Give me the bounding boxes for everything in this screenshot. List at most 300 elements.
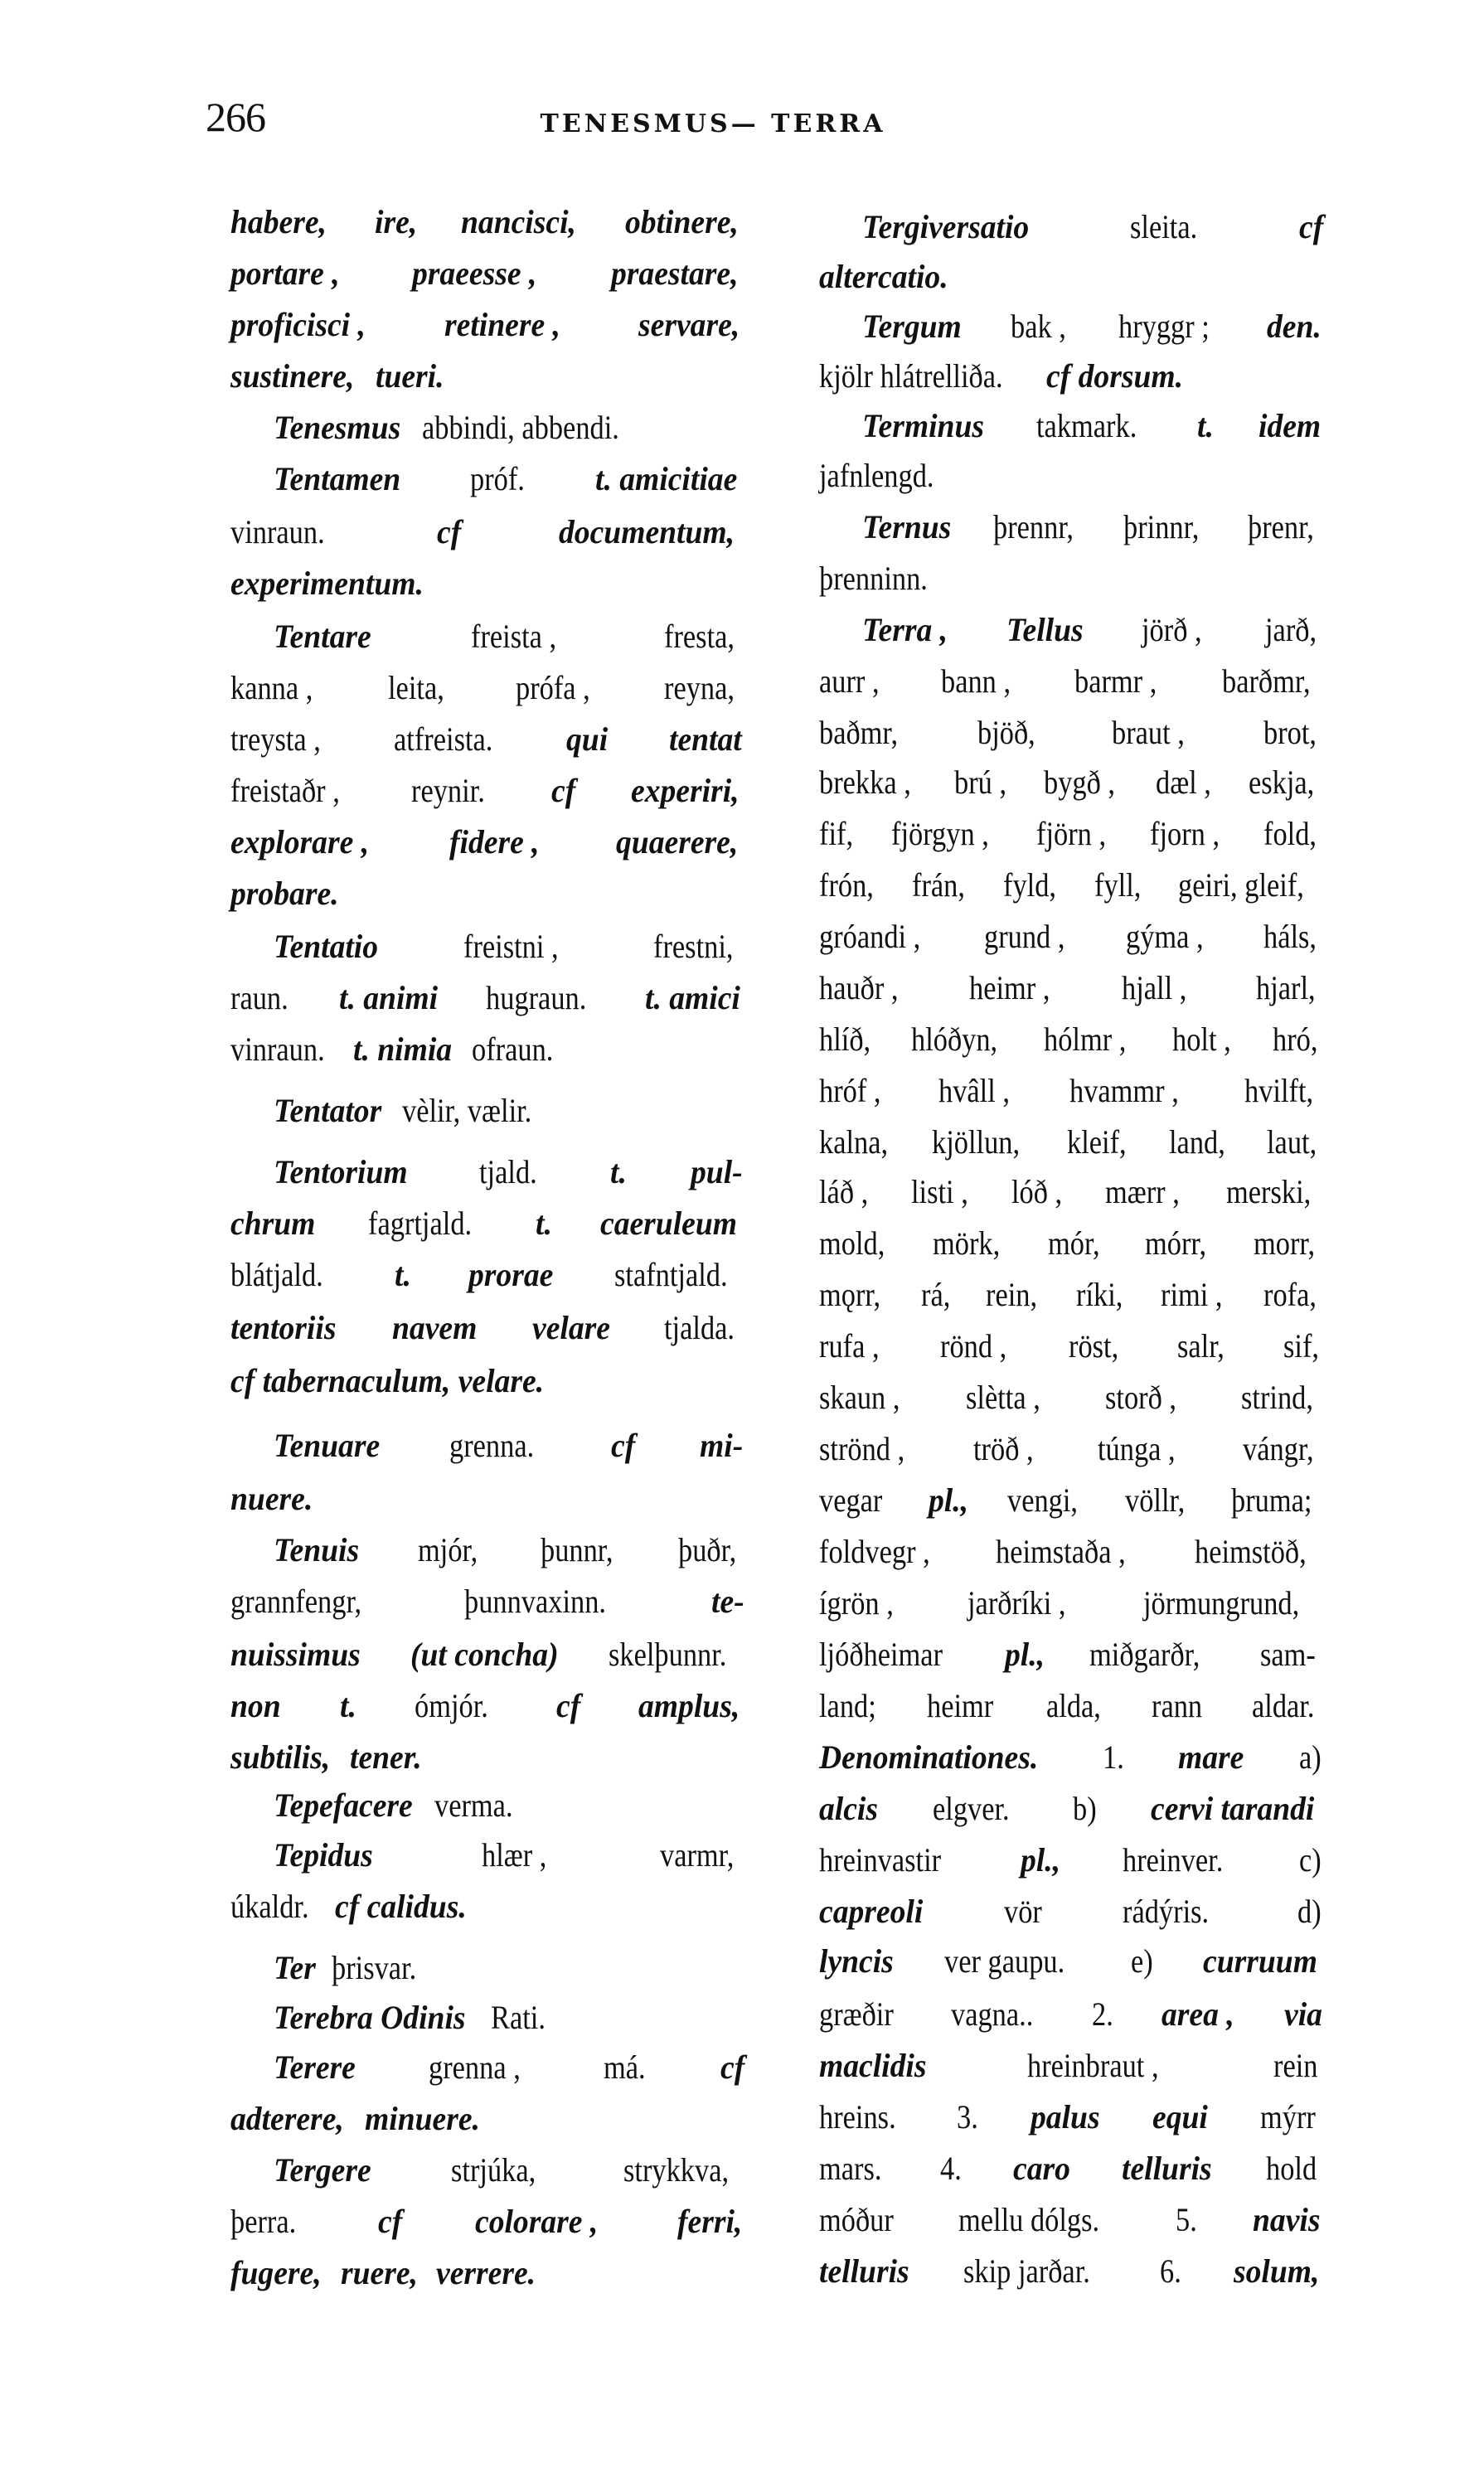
icelandic-gloss: freistni , <box>463 928 559 965</box>
icelandic-gloss: ríki, <box>1075 1276 1123 1313</box>
text-line <box>230 817 746 867</box>
text-line <box>819 1219 1325 1268</box>
icelandic-gloss: verma. <box>434 1786 513 1824</box>
latin-term: lyncis <box>819 1942 894 1980</box>
icelandic-gloss: þrennr, <box>993 508 1074 545</box>
text-line <box>819 1990 1325 2039</box>
icelandic-gloss: kanna , <box>230 669 313 706</box>
icelandic-gloss: mærr , <box>1105 1173 1180 1210</box>
text-line <box>230 1630 746 1680</box>
text-line <box>819 351 1325 401</box>
text-line <box>230 869 746 919</box>
icelandic-gloss: grund , <box>984 918 1065 955</box>
latin-term: praestare, <box>610 255 739 292</box>
icelandic-gloss: hróf , <box>819 1072 881 1109</box>
text-line <box>230 766 746 816</box>
icelandic-gloss: sif, <box>1283 1327 1319 1365</box>
icelandic-gloss: strykkva, <box>623 2151 730 2189</box>
icelandic-gloss: tröð , <box>972 1430 1034 1467</box>
text-line <box>819 1835 1325 1885</box>
icelandic-gloss: rein, <box>985 1276 1037 1313</box>
text-line <box>819 758 1325 807</box>
icelandic-gloss: mýrr <box>1260 2098 1317 2136</box>
icelandic-gloss: frán, <box>912 866 966 904</box>
icelandic-gloss: sleita. <box>1130 208 1198 245</box>
latin-term: mi- <box>700 1427 744 1464</box>
icelandic-gloss: storð , <box>1105 1379 1177 1416</box>
icelandic-gloss: próf. <box>470 460 525 497</box>
latin-term: experiri, <box>631 772 740 809</box>
text-line <box>819 451 1325 501</box>
latin-term: tueri. <box>375 357 444 395</box>
icelandic-gloss: hreinvastir <box>819 1841 942 1879</box>
icelandic-gloss: salr, <box>1177 1327 1225 1365</box>
text-line <box>230 1199 746 1248</box>
latin-term: qui <box>566 720 609 758</box>
latin-term: adterere, <box>230 2100 344 2137</box>
text-line <box>819 502 1325 552</box>
text-line <box>230 197 746 247</box>
icelandic-gloss: sam- <box>1260 1636 1317 1673</box>
latin-term: obtinere, <box>625 203 740 240</box>
icelandic-gloss: þrisvar. <box>332 1949 417 1986</box>
latin-term: praeesse , <box>412 255 537 292</box>
icelandic-gloss: þruma; <box>1230 1481 1312 1519</box>
text-line <box>230 973 746 1023</box>
icelandic-gloss: þunnvaxinn. <box>464 1583 607 1620</box>
latin-term: amplus, <box>638 1687 740 1724</box>
latin-term: colorare , <box>475 2203 599 2240</box>
icelandic-gloss: fresta, <box>664 618 735 655</box>
latin-term: cf calidus. <box>334 1888 467 1925</box>
icelandic-gloss: háls, <box>1263 918 1317 955</box>
icelandic-gloss: frón, <box>819 866 874 904</box>
icelandic-gloss: stafntjald. <box>614 1256 728 1293</box>
icelandic-gloss: varmr, <box>660 1836 735 1874</box>
latin-term: Tepefacere <box>274 1786 413 1824</box>
icelandic-gloss: úkaldr. <box>230 1888 309 1925</box>
icelandic-gloss: grenna. <box>449 1427 535 1464</box>
text-line <box>819 2195 1325 2245</box>
latin-term: habere, <box>230 203 327 240</box>
icelandic-gloss: grannfengr, <box>230 1583 362 1620</box>
latin-term: t. <box>394 1256 411 1293</box>
latin-term: cf tabernaculum, velare. <box>230 1362 545 1399</box>
latin-term: curruum <box>1203 1942 1318 1980</box>
icelandic-gloss: a) <box>1298 1738 1322 1776</box>
text-line <box>230 2043 746 2092</box>
icelandic-gloss: vör <box>1003 1893 1042 1930</box>
icelandic-gloss: mars. <box>819 2150 882 2187</box>
icelandic-gloss: hlóðyn, <box>911 1020 998 1058</box>
text-line <box>819 2092 1325 2142</box>
text-line <box>819 1937 1325 1986</box>
icelandic-gloss: strjúka, <box>451 2151 536 2189</box>
icelandic-gloss: 3. <box>957 2098 979 2136</box>
latin-term: caro <box>1012 2150 1070 2187</box>
text-line <box>819 1784 1325 1834</box>
text-line <box>230 1250 746 1300</box>
icelandic-gloss: hreinbraut , <box>1026 2047 1159 2084</box>
text-line <box>819 2144 1325 2194</box>
latin-term: ruere, <box>340 2254 418 2291</box>
text-line <box>819 302 1325 351</box>
icelandic-gloss: gróandi , <box>819 918 921 955</box>
icelandic-gloss: strind, <box>1240 1379 1313 1416</box>
text-line <box>230 2094 746 2144</box>
text-line <box>230 1943 746 1993</box>
latin-term: Tentamen <box>274 460 401 497</box>
icelandic-gloss: eskja, <box>1248 764 1315 801</box>
text-line <box>819 657 1325 706</box>
latin-term: cf <box>611 1427 636 1464</box>
icelandic-gloss: braut , <box>1111 714 1185 751</box>
icelandic-gloss: tjalda. <box>664 1309 735 1346</box>
icelandic-gloss: þrinnr, <box>1123 508 1200 545</box>
icelandic-gloss: c) <box>1298 1841 1322 1879</box>
text-line <box>819 1167 1325 1217</box>
icelandic-gloss: fjörgyn , <box>890 815 989 852</box>
latin-term: Ter <box>274 1949 316 1986</box>
text-line <box>819 1527 1325 1577</box>
icelandic-gloss: dæl , <box>1155 764 1211 801</box>
icelandic-gloss: atfreista. <box>393 720 492 758</box>
latin-term: Tenesmus <box>274 409 401 446</box>
icelandic-gloss: hlær , <box>482 1836 547 1874</box>
latin-term: experimentum. <box>230 565 424 602</box>
text-line <box>819 1270 1325 1320</box>
latin-term: Tentare <box>274 618 371 655</box>
text-line <box>230 1025 746 1074</box>
text-line <box>230 507 746 557</box>
text-line <box>230 1356 746 1406</box>
icelandic-gloss: hró, <box>1272 1020 1318 1058</box>
icelandic-gloss: vèlir, vælir. <box>401 1092 531 1129</box>
page-number: 266 <box>206 94 265 140</box>
icelandic-gloss: kleif, <box>1066 1123 1127 1161</box>
latin-term: probare. <box>230 875 339 912</box>
text-line <box>819 1066 1325 1116</box>
icelandic-gloss: móður <box>819 2201 894 2238</box>
latin-term: cf <box>1298 208 1324 245</box>
text-line <box>819 1887 1325 1937</box>
icelandic-gloss: hvammr , <box>1069 1072 1180 1109</box>
latin-term: t. animi <box>339 979 439 1016</box>
icelandic-gloss: raun. <box>230 979 289 1016</box>
icelandic-gloss: mǫrr, <box>819 1276 881 1313</box>
latin-term: ferri, <box>677 2203 743 2240</box>
text-line <box>230 715 746 764</box>
latin-term: palus <box>1030 2098 1100 2136</box>
icelandic-gloss: fyll, <box>1094 866 1142 904</box>
latin-term: area , <box>1161 1995 1235 2033</box>
latin-term: Terere <box>274 2048 356 2086</box>
icelandic-gloss: skaun , <box>819 1379 900 1416</box>
text-line <box>230 1993 746 2043</box>
icelandic-gloss: þrenr, <box>1248 508 1314 545</box>
icelandic-gloss: þunnr, <box>541 1531 613 1568</box>
latin-term: den. <box>1267 308 1322 345</box>
icelandic-gloss: barðmr, <box>1222 662 1311 700</box>
latin-term: t. amicitiae <box>594 460 738 497</box>
latin-term: quaerere, <box>616 823 739 861</box>
icelandic-gloss: hjarl, <box>1255 969 1316 1006</box>
text-line <box>819 2247 1325 2296</box>
icelandic-gloss: freistaðr , <box>230 772 340 809</box>
icelandic-gloss: má. <box>604 2048 646 2086</box>
latin-term: telluris <box>1122 2150 1212 2187</box>
icelandic-gloss: hauðr , <box>819 969 899 1006</box>
text-line <box>819 1630 1325 1680</box>
icelandic-gloss: listi , <box>910 1173 968 1210</box>
text-line <box>819 1321 1325 1371</box>
icelandic-gloss: ígrön , <box>819 1584 894 1622</box>
icelandic-gloss: vagna.. <box>950 1995 1034 2033</box>
icelandic-gloss: brú , <box>954 764 1007 801</box>
icelandic-gloss: mjór, <box>417 1531 478 1568</box>
icelandic-gloss: rádýris. <box>1122 1893 1210 1930</box>
icelandic-gloss: takmark. <box>1035 407 1137 444</box>
icelandic-gloss: jarðríki , <box>967 1584 1066 1622</box>
latin-term: via <box>1284 1995 1323 2033</box>
latin-term: t. <box>340 1687 357 1724</box>
icelandic-gloss: foldvegr , <box>819 1533 930 1570</box>
icelandic-gloss: abbindi, abbendi. <box>422 409 619 446</box>
icelandic-gloss: elgver. <box>932 1790 1010 1827</box>
latin-term: navis <box>1253 2201 1321 2238</box>
icelandic-gloss: 4. <box>939 2150 962 2187</box>
icelandic-gloss: baðmr, <box>819 714 899 751</box>
icelandic-gloss: rá, <box>920 1276 951 1313</box>
icelandic-gloss: fyld, <box>1003 866 1057 904</box>
latin-term: Ternus <box>862 508 952 545</box>
text-line <box>230 403 746 453</box>
text-line <box>819 912 1325 962</box>
icelandic-gloss: mörk, <box>932 1224 1000 1262</box>
icelandic-gloss: bjöð, <box>977 714 1035 751</box>
icelandic-gloss: hugraun. <box>486 979 587 1016</box>
icelandic-gloss: lóð , <box>1011 1173 1063 1210</box>
text-line <box>819 1578 1325 1628</box>
icelandic-gloss: reynir. <box>411 772 486 809</box>
latin-term: verrere. <box>435 2254 536 2291</box>
icelandic-gloss: alda, <box>1045 1687 1101 1724</box>
icelandic-gloss: 6. <box>1160 2252 1181 2290</box>
icelandic-gloss: grenna , <box>429 2048 521 2086</box>
icelandic-gloss: rofa, <box>1263 1276 1317 1313</box>
icelandic-gloss: rann <box>1151 1687 1202 1724</box>
icelandic-gloss: hvâll , <box>938 1072 1011 1109</box>
text-line <box>230 2197 746 2247</box>
latin-term: equi <box>1152 2098 1209 2136</box>
latin-term: tentat <box>668 720 742 758</box>
icelandic-gloss: vángr, <box>1242 1430 1314 1467</box>
latin-term: Terebra Odinis <box>274 1999 466 2036</box>
icelandic-gloss: aldar. <box>1252 1687 1315 1724</box>
icelandic-gloss: fold, <box>1263 815 1317 852</box>
icelandic-gloss: vengi, <box>1006 1481 1078 1519</box>
latin-term: caeruleum <box>600 1205 738 1242</box>
text-line <box>230 1681 746 1731</box>
icelandic-gloss: kjöllun, <box>932 1123 1021 1161</box>
icelandic-gloss: land; <box>819 1687 876 1724</box>
latin-term: altercatio. <box>819 258 948 295</box>
latin-term: capreoli <box>819 1893 924 1930</box>
icelandic-gloss: barmr , <box>1074 662 1157 700</box>
text-line <box>230 2145 746 2195</box>
latin-term: Tellus <box>1006 611 1084 648</box>
icelandic-gloss: túnga , <box>1097 1430 1176 1467</box>
icelandic-gloss: þuðr, <box>678 1531 737 1568</box>
latin-term: te- <box>710 1583 744 1620</box>
icelandic-gloss: 1. <box>1103 1738 1125 1776</box>
text-line <box>230 663 746 713</box>
latin-term: cf <box>555 1687 581 1724</box>
icelandic-gloss: skip jarðar. <box>963 2252 1091 2290</box>
latin-term: Tentorium <box>274 1153 408 1190</box>
text-line <box>819 1681 1325 1731</box>
latin-term: prorae <box>468 1256 553 1293</box>
text-line <box>230 2248 746 2298</box>
latin-term: non <box>230 1687 281 1724</box>
icelandic-gloss: merski, <box>1226 1173 1312 1210</box>
latin-term: cf <box>720 2048 745 2086</box>
latin-term: t. <box>1196 407 1214 444</box>
icelandic-gloss: ljóðheimar <box>819 1636 943 1673</box>
latin-term: pl., <box>929 1481 969 1519</box>
latin-term: Tenuis <box>274 1531 360 1568</box>
text-line <box>819 1424 1325 1474</box>
icelandic-gloss: heimr , <box>969 969 1050 1006</box>
text-line <box>230 1830 746 1880</box>
latin-term: solum, <box>1233 2252 1320 2290</box>
latin-term: servare, <box>638 306 740 343</box>
latin-term: alcis <box>819 1790 879 1827</box>
icelandic-gloss: laut, <box>1266 1123 1317 1161</box>
latin-term: Tentatio <box>274 928 379 965</box>
icelandic-gloss: prófa , <box>515 669 590 706</box>
latin-term: nancisci, <box>461 203 577 240</box>
icelandic-gloss: fagrtjald. <box>367 1205 473 1242</box>
icelandic-gloss: fjörn , <box>1036 815 1107 852</box>
icelandic-gloss: holt , <box>1171 1020 1231 1058</box>
text-line <box>230 1086 746 1136</box>
icelandic-gloss: vegar <box>819 1481 883 1519</box>
latin-term: t. <box>609 1153 627 1190</box>
text-line <box>230 1733 746 1782</box>
icelandic-gloss: ómjór. <box>414 1687 488 1724</box>
text-line <box>230 1421 746 1471</box>
icelandic-gloss: brekka , <box>819 764 911 801</box>
text-line <box>230 612 746 662</box>
text-line <box>819 1733 1325 1782</box>
latin-term: subtilis, <box>230 1738 331 1776</box>
icelandic-gloss: frestni, <box>652 928 734 965</box>
latin-term: (ut concha) <box>410 1636 559 1673</box>
icelandic-gloss: hryggr ; <box>1118 308 1210 345</box>
icelandic-gloss: mórr, <box>1145 1224 1207 1262</box>
icelandic-gloss: vinraun. <box>230 513 325 550</box>
text-line <box>819 1117 1325 1167</box>
latin-term: pul- <box>691 1153 743 1190</box>
icelandic-gloss: strönd , <box>819 1430 905 1467</box>
latin-term: minuere. <box>364 2100 480 2137</box>
latin-term: cf <box>550 772 576 809</box>
icelandic-gloss: heimstaða , <box>996 1533 1126 1570</box>
text-line <box>819 252 1325 302</box>
latin-term: chrum <box>230 1205 316 1242</box>
icelandic-gloss: rimi , <box>1161 1276 1223 1313</box>
icelandic-gloss: tjald. <box>479 1153 538 1190</box>
icelandic-gloss: 2. <box>1091 1995 1113 2033</box>
icelandic-gloss: freista , <box>471 618 557 655</box>
icelandic-gloss: fif, <box>819 815 854 852</box>
icelandic-gloss: reyna, <box>664 669 735 706</box>
text-line <box>230 1147 746 1197</box>
latin-term: cf <box>436 513 461 550</box>
icelandic-gloss: Rati. <box>491 1999 546 2036</box>
text-line <box>230 1303 746 1353</box>
icelandic-gloss: hólmr , <box>1044 1020 1127 1058</box>
text-line <box>230 1525 746 1575</box>
icelandic-gloss: þrenninn. <box>819 560 928 597</box>
icelandic-gloss: ofraun. <box>471 1030 554 1068</box>
icelandic-gloss: kjölr hlátrelliða. <box>819 357 1003 395</box>
icelandic-gloss: 5. <box>1175 2201 1197 2238</box>
icelandic-gloss: jörð , <box>1141 611 1202 648</box>
icelandic-gloss: miðgarðr, <box>1089 1636 1200 1673</box>
icelandic-gloss: ver gaupu. <box>944 1942 1065 1980</box>
icelandic-gloss: vinraun. <box>230 1030 325 1068</box>
icelandic-gloss: hreins. <box>819 2098 896 2136</box>
icelandic-gloss: brot, <box>1263 714 1317 751</box>
text-line <box>819 861 1325 910</box>
icelandic-gloss: rein <box>1273 2047 1318 2084</box>
latin-term: Terra , <box>862 611 948 648</box>
latin-term: cervi tarandi <box>1150 1790 1315 1827</box>
latin-term: Tergiversatio <box>862 208 1030 245</box>
latin-term: Tepidus <box>274 1836 373 1874</box>
icelandic-gloss: láð , <box>819 1173 869 1210</box>
latin-term: pl., <box>1005 1636 1045 1673</box>
icelandic-gloss: blátjald. <box>230 1256 323 1293</box>
latin-term: telluris <box>819 2252 909 2290</box>
icelandic-gloss: land, <box>1168 1123 1225 1161</box>
icelandic-gloss: e) <box>1131 1942 1153 1980</box>
text-line <box>230 249 746 298</box>
latin-term: t. amici <box>644 979 740 1016</box>
icelandic-gloss: hlíð, <box>819 1020 871 1058</box>
text-line <box>819 1015 1325 1064</box>
icelandic-gloss: mold, <box>819 1224 885 1262</box>
latin-term: pl., <box>1020 1841 1061 1879</box>
icelandic-gloss: græðir <box>819 1995 894 2033</box>
latin-term: ire, <box>374 203 417 240</box>
text-line <box>230 351 746 401</box>
icelandic-gloss: mellu dólgs. <box>958 2201 1100 2238</box>
icelandic-gloss: kalna, <box>819 1123 889 1161</box>
latin-term: t. <box>536 1205 553 1242</box>
latin-term: mare <box>1178 1738 1244 1776</box>
text-line <box>819 1373 1325 1423</box>
latin-term: sustinere, <box>230 357 355 395</box>
icelandic-gloss: hold <box>1265 2150 1317 2187</box>
icelandic-gloss: heimr <box>927 1687 994 1724</box>
latin-term: Tenuare <box>274 1427 381 1464</box>
icelandic-gloss: skelþunnr. <box>609 1636 727 1673</box>
text-line <box>230 1781 746 1830</box>
latin-term: Tergum <box>862 308 962 345</box>
